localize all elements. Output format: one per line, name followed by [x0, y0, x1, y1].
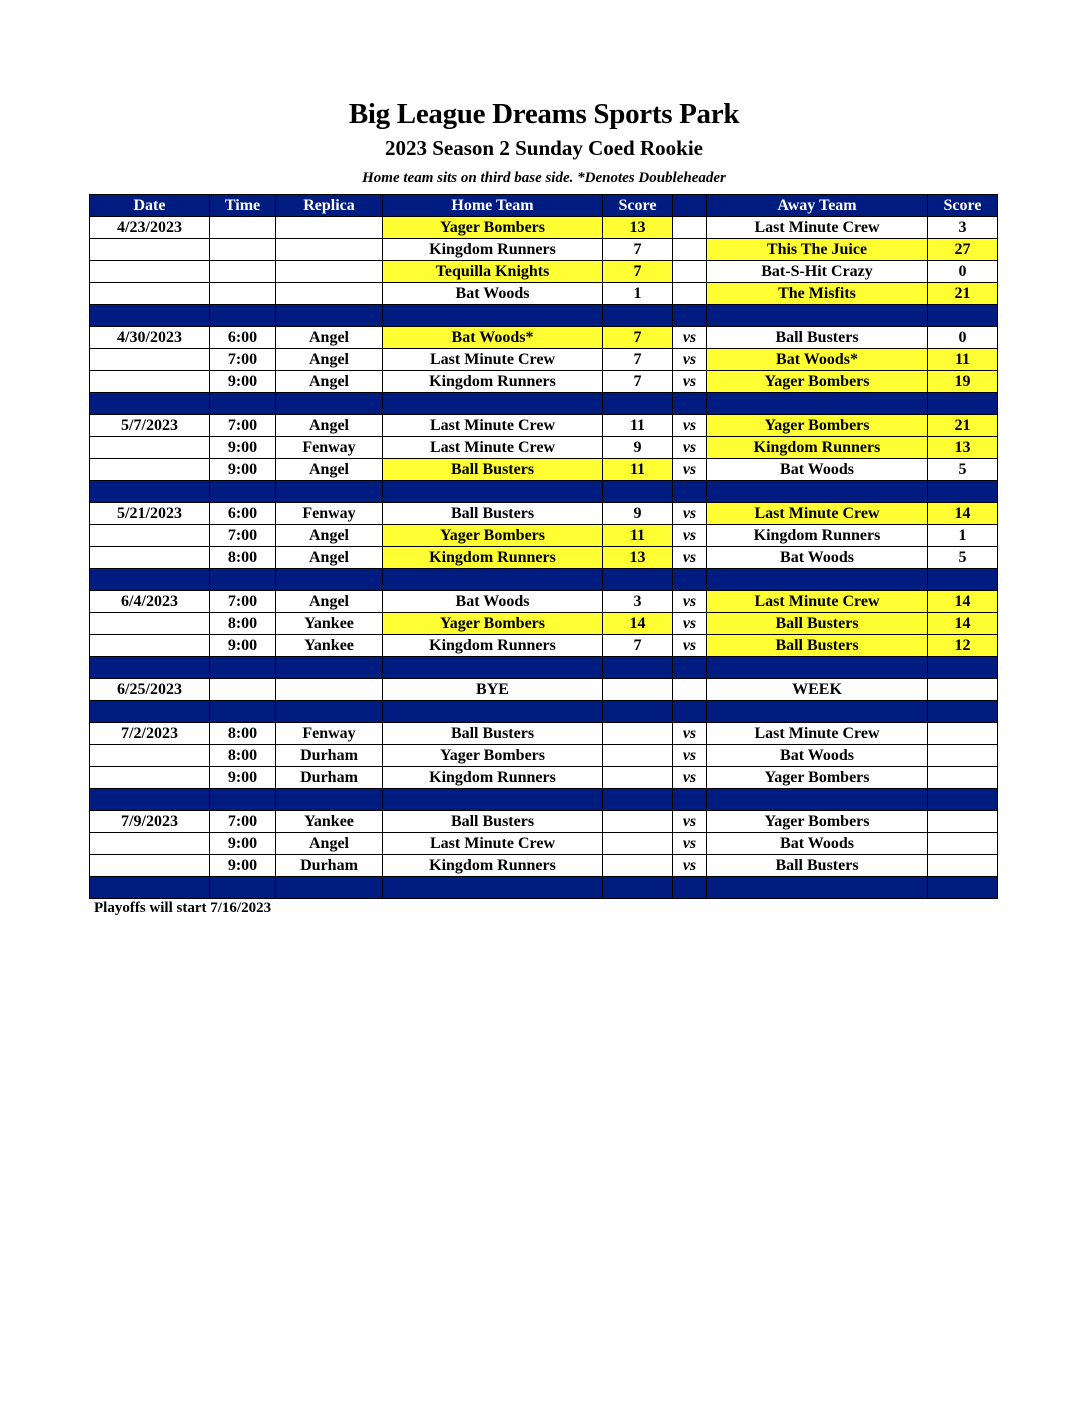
away-score-cell: 14: [928, 613, 998, 635]
separator-cell: [90, 789, 210, 811]
vs-cell: vs: [673, 833, 707, 855]
separator-cell: [928, 305, 998, 327]
table-row: [90, 547, 998, 569]
replica-cell: [276, 679, 383, 701]
time-cell: [210, 679, 276, 701]
separator-cell: [383, 701, 603, 723]
time-cell: 8:00: [210, 723, 276, 745]
vs-cell: vs: [673, 613, 707, 635]
away-score-cell: 14: [928, 503, 998, 525]
replica-cell: Durham: [276, 745, 383, 767]
home-team-cell: Yager Bombers: [383, 525, 603, 547]
home-team-cell: Last Minute Crew: [383, 437, 603, 459]
away-team-cell: Bat Woods*: [707, 349, 928, 371]
away-team-cell: Last Minute Crew: [707, 723, 928, 745]
vs-cell: vs: [673, 767, 707, 789]
home-team-cell: Last Minute Crew: [383, 833, 603, 855]
time-cell: 9:00: [210, 437, 276, 459]
separator-cell: [673, 393, 707, 415]
separator-cell: [276, 789, 383, 811]
separator-cell: [707, 657, 928, 679]
separator-row: [90, 481, 998, 503]
home-score-cell: [603, 833, 673, 855]
table-row: [90, 239, 998, 261]
separator-cell: [928, 393, 998, 415]
table-row: [90, 415, 998, 437]
separator-cell: [673, 657, 707, 679]
home-team-cell: Yager Bombers: [383, 745, 603, 767]
separator-cell: [603, 657, 673, 679]
time-cell: 9:00: [210, 767, 276, 789]
time-cell: 7:00: [210, 811, 276, 833]
time-cell: [210, 261, 276, 283]
separator-cell: [90, 877, 210, 899]
table-row: [90, 349, 998, 371]
away-score-cell: [928, 767, 998, 789]
home-score-cell: 11: [603, 459, 673, 481]
home-team-cell: Kingdom Runners: [383, 239, 603, 261]
header-away-team: Away Team: [707, 195, 928, 217]
away-team-cell: This The Juice: [707, 239, 928, 261]
home-score-cell: 14: [603, 613, 673, 635]
time-cell: 9:00: [210, 855, 276, 877]
replica-cell: Fenway: [276, 437, 383, 459]
home-team-cell: Kingdom Runners: [383, 855, 603, 877]
separator-cell: [707, 305, 928, 327]
table-row: [90, 525, 998, 547]
date-cell: [90, 833, 210, 855]
home-score-cell: [603, 767, 673, 789]
home-score-cell: 13: [603, 547, 673, 569]
date-cell: 5/7/2023: [90, 415, 210, 437]
table-row: [90, 811, 998, 833]
away-team-cell: The Misfits: [707, 283, 928, 305]
separator-cell: [928, 877, 998, 899]
vs-cell: [673, 239, 707, 261]
separator-cell: [276, 481, 383, 503]
away-team-cell: Yager Bombers: [707, 415, 928, 437]
separator-cell: [90, 701, 210, 723]
separator-cell: [383, 569, 603, 591]
time-cell: 8:00: [210, 547, 276, 569]
away-team-cell: WEEK: [707, 679, 928, 701]
home-score-cell: 7: [603, 371, 673, 393]
away-team-cell: Last Minute Crew: [707, 503, 928, 525]
date-cell: [90, 547, 210, 569]
away-score-cell: 19: [928, 371, 998, 393]
date-cell: 7/2/2023: [90, 723, 210, 745]
date-cell: [90, 239, 210, 261]
vs-cell: vs: [673, 459, 707, 481]
separator-row: [90, 569, 998, 591]
home-team-cell: Ball Busters: [383, 723, 603, 745]
away-score-cell: 21: [928, 283, 998, 305]
date-cell: [90, 613, 210, 635]
time-cell: 7:00: [210, 349, 276, 371]
home-score-cell: 9: [603, 437, 673, 459]
vs-cell: vs: [673, 591, 707, 613]
home-score-cell: [603, 723, 673, 745]
away-score-cell: [928, 723, 998, 745]
away-team-cell: Bat-S-Hit Crazy: [707, 261, 928, 283]
table-row: [90, 635, 998, 657]
table-row: [90, 217, 998, 239]
date-cell: [90, 855, 210, 877]
away-team-cell: Bat Woods: [707, 459, 928, 481]
away-score-cell: 11: [928, 349, 998, 371]
vs-cell: vs: [673, 547, 707, 569]
time-cell: 9:00: [210, 459, 276, 481]
home-team-cell: Bat Woods*: [383, 327, 603, 349]
date-cell: 4/23/2023: [90, 217, 210, 239]
away-team-cell: Ball Busters: [707, 613, 928, 635]
away-score-cell: [928, 811, 998, 833]
away-team-cell: Ball Busters: [707, 855, 928, 877]
home-score-cell: 7: [603, 349, 673, 371]
away-team-cell: Last Minute Crew: [707, 591, 928, 613]
schedule-body: [90, 217, 998, 899]
replica-cell: Angel: [276, 547, 383, 569]
separator-cell: [210, 481, 276, 503]
separator-row: [90, 393, 998, 415]
replica-cell: Yankee: [276, 811, 383, 833]
separator-row: [90, 701, 998, 723]
replica-cell: Angel: [276, 415, 383, 437]
header-home-team: Home Team: [383, 195, 603, 217]
date-cell: [90, 283, 210, 305]
vs-cell: vs: [673, 811, 707, 833]
vs-cell: vs: [673, 327, 707, 349]
table-row: [90, 459, 998, 481]
separator-cell: [276, 701, 383, 723]
away-team-cell: Ball Busters: [707, 327, 928, 349]
separator-cell: [603, 305, 673, 327]
away-score-cell: 5: [928, 547, 998, 569]
time-cell: 9:00: [210, 635, 276, 657]
separator-cell: [383, 657, 603, 679]
header-home-score: Score: [603, 195, 673, 217]
separator-cell: [210, 569, 276, 591]
time-cell: [210, 283, 276, 305]
table-row: [90, 679, 998, 701]
replica-cell: Angel: [276, 525, 383, 547]
time-cell: 9:00: [210, 371, 276, 393]
table-row: [90, 503, 998, 525]
separator-cell: [928, 657, 998, 679]
header-date: Date: [90, 195, 210, 217]
replica-cell: Angel: [276, 459, 383, 481]
separator-cell: [276, 393, 383, 415]
replica-cell: Angel: [276, 591, 383, 613]
away-score-cell: 3: [928, 217, 998, 239]
schedule-table: [89, 194, 998, 899]
table-row: [90, 261, 998, 283]
away-score-cell: 14: [928, 591, 998, 613]
vs-cell: vs: [673, 855, 707, 877]
home-score-cell: 1: [603, 283, 673, 305]
time-cell: [210, 239, 276, 261]
separator-cell: [90, 481, 210, 503]
separator-cell: [928, 789, 998, 811]
away-team-cell: Bat Woods: [707, 745, 928, 767]
away-score-cell: 27: [928, 239, 998, 261]
time-cell: 9:00: [210, 833, 276, 855]
home-score-cell: 13: [603, 217, 673, 239]
home-score-cell: [603, 679, 673, 701]
separator-cell: [383, 789, 603, 811]
separator-cell: [673, 701, 707, 723]
home-team-cell: Yager Bombers: [383, 613, 603, 635]
replica-cell: [276, 283, 383, 305]
separator-cell: [673, 569, 707, 591]
time-cell: 7:00: [210, 525, 276, 547]
date-cell: [90, 437, 210, 459]
home-team-cell: Tequilla Knights: [383, 261, 603, 283]
separator-cell: [928, 701, 998, 723]
separator-cell: [383, 481, 603, 503]
table-row: [90, 613, 998, 635]
away-score-cell: [928, 855, 998, 877]
away-score-cell: 5: [928, 459, 998, 481]
away-score-cell: [928, 745, 998, 767]
home-score-cell: 7: [603, 261, 673, 283]
separator-cell: [383, 305, 603, 327]
vs-cell: vs: [673, 415, 707, 437]
vs-cell: [673, 261, 707, 283]
table-row: [90, 437, 998, 459]
vs-cell: vs: [673, 371, 707, 393]
header-replica: Replica: [276, 195, 383, 217]
home-team-cell: Bat Woods: [383, 283, 603, 305]
home-team-cell: BYE: [383, 679, 603, 701]
date-cell: [90, 635, 210, 657]
date-cell: [90, 525, 210, 547]
home-score-cell: 11: [603, 525, 673, 547]
separator-cell: [90, 569, 210, 591]
vs-cell: [673, 283, 707, 305]
header-note: Home team sits on third base side. *Denotes Doubleheader: [362, 170, 726, 186]
vs-cell: vs: [673, 349, 707, 371]
away-score-cell: 0: [928, 327, 998, 349]
home-team-cell: Kingdom Runners: [383, 371, 603, 393]
separator-row: [90, 789, 998, 811]
replica-cell: Durham: [276, 855, 383, 877]
separator-row: [90, 657, 998, 679]
replica-cell: [276, 239, 383, 261]
separator-cell: [90, 393, 210, 415]
home-team-cell: Kingdom Runners: [383, 547, 603, 569]
replica-cell: Angel: [276, 833, 383, 855]
date-cell: [90, 745, 210, 767]
home-score-cell: 11: [603, 415, 673, 437]
separator-cell: [603, 481, 673, 503]
away-score-cell: [928, 679, 998, 701]
home-score-cell: [603, 811, 673, 833]
away-score-cell: [928, 833, 998, 855]
table-row: [90, 723, 998, 745]
vs-cell: vs: [673, 525, 707, 547]
separator-cell: [210, 657, 276, 679]
home-score-cell: 7: [603, 327, 673, 349]
home-score-cell: 9: [603, 503, 673, 525]
home-score-cell: 7: [603, 635, 673, 657]
away-team-cell: Ball Busters: [707, 635, 928, 657]
date-cell: [90, 767, 210, 789]
playoffs-note: Playoffs will start 7/16/2023: [94, 900, 272, 916]
separator-cell: [603, 569, 673, 591]
separator-cell: [383, 877, 603, 899]
time-cell: 8:00: [210, 613, 276, 635]
away-score-cell: 1: [928, 525, 998, 547]
separator-cell: [603, 393, 673, 415]
table-row: [90, 327, 998, 349]
header-vs: [673, 195, 707, 217]
separator-cell: [707, 393, 928, 415]
separator-cell: [673, 305, 707, 327]
table-row: [90, 591, 998, 613]
separator-cell: [90, 657, 210, 679]
separator-cell: [707, 701, 928, 723]
replica-cell: Durham: [276, 767, 383, 789]
away-score-cell: 21: [928, 415, 998, 437]
away-team-cell: Bat Woods: [707, 547, 928, 569]
replica-cell: [276, 217, 383, 239]
separator-cell: [276, 305, 383, 327]
date-cell: [90, 261, 210, 283]
separator-cell: [383, 393, 603, 415]
separator-cell: [276, 569, 383, 591]
date-cell: 4/30/2023: [90, 327, 210, 349]
separator-cell: [673, 877, 707, 899]
date-cell: [90, 459, 210, 481]
time-cell: 6:00: [210, 327, 276, 349]
table-row: [90, 855, 998, 877]
separator-cell: [707, 789, 928, 811]
vs-cell: [673, 217, 707, 239]
vs-cell: vs: [673, 635, 707, 657]
home-score-cell: [603, 745, 673, 767]
separator-cell: [90, 305, 210, 327]
separator-cell: [707, 481, 928, 503]
replica-cell: Fenway: [276, 503, 383, 525]
time-cell: 8:00: [210, 745, 276, 767]
home-team-cell: Yager Bombers: [383, 217, 603, 239]
separator-cell: [210, 701, 276, 723]
separator-row: [90, 877, 998, 899]
separator-cell: [276, 877, 383, 899]
page-subtitle: 2023 Season 2 Sunday Coed Rookie: [385, 136, 703, 160]
separator-cell: [707, 877, 928, 899]
away-team-cell: Yager Bombers: [707, 767, 928, 789]
replica-cell: Angel: [276, 371, 383, 393]
separator-cell: [603, 701, 673, 723]
time-cell: 7:00: [210, 415, 276, 437]
away-team-cell: Kingdom Runners: [707, 437, 928, 459]
home-score-cell: 7: [603, 239, 673, 261]
replica-cell: Fenway: [276, 723, 383, 745]
away-team-cell: Last Minute Crew: [707, 217, 928, 239]
vs-cell: vs: [673, 745, 707, 767]
home-team-cell: Kingdom Runners: [383, 767, 603, 789]
away-team-cell: Yager Bombers: [707, 371, 928, 393]
page-title: Big League Dreams Sports Park: [348, 98, 740, 130]
date-cell: 6/25/2023: [90, 679, 210, 701]
home-team-cell: Last Minute Crew: [383, 349, 603, 371]
time-cell: [210, 217, 276, 239]
vs-cell: vs: [673, 503, 707, 525]
separator-cell: [673, 789, 707, 811]
home-team-cell: Ball Busters: [383, 811, 603, 833]
separator-cell: [210, 393, 276, 415]
home-team-cell: Last Minute Crew: [383, 415, 603, 437]
table-row: [90, 283, 998, 305]
table-row: [90, 833, 998, 855]
table-row: [90, 767, 998, 789]
replica-cell: Yankee: [276, 635, 383, 657]
away-score-cell: 0: [928, 261, 998, 283]
replica-cell: [276, 261, 383, 283]
separator-cell: [276, 657, 383, 679]
date-cell: 5/21/2023: [90, 503, 210, 525]
table-row: [90, 745, 998, 767]
separator-cell: [210, 305, 276, 327]
separator-cell: [928, 569, 998, 591]
away-team-cell: Yager Bombers: [707, 811, 928, 833]
home-team-cell: Kingdom Runners: [383, 635, 603, 657]
vs-cell: vs: [673, 437, 707, 459]
time-cell: 7:00: [210, 591, 276, 613]
separator-cell: [928, 481, 998, 503]
date-cell: [90, 371, 210, 393]
replica-cell: Yankee: [276, 613, 383, 635]
home-team-cell: Ball Busters: [383, 503, 603, 525]
home-score-cell: [603, 855, 673, 877]
table-row: [90, 371, 998, 393]
separator-cell: [210, 877, 276, 899]
home-score-cell: 3: [603, 591, 673, 613]
separator-row: [90, 305, 998, 327]
replica-cell: Angel: [276, 349, 383, 371]
separator-cell: [210, 789, 276, 811]
away-score-cell: 12: [928, 635, 998, 657]
separator-cell: [707, 569, 928, 591]
away-team-cell: Kingdom Runners: [707, 525, 928, 547]
vs-cell: [673, 679, 707, 701]
away-team-cell: Bat Woods: [707, 833, 928, 855]
separator-cell: [673, 481, 707, 503]
home-team-cell: Ball Busters: [383, 459, 603, 481]
date-cell: [90, 349, 210, 371]
header-time: Time: [210, 195, 276, 217]
away-score-cell: 13: [928, 437, 998, 459]
header-away-score: Score: [928, 195, 998, 217]
separator-cell: [603, 877, 673, 899]
replica-cell: Angel: [276, 327, 383, 349]
date-cell: 6/4/2023: [90, 591, 210, 613]
header-row: [90, 195, 998, 217]
date-cell: 7/9/2023: [90, 811, 210, 833]
separator-cell: [603, 789, 673, 811]
home-team-cell: Bat Woods: [383, 591, 603, 613]
vs-cell: vs: [673, 723, 707, 745]
time-cell: 6:00: [210, 503, 276, 525]
